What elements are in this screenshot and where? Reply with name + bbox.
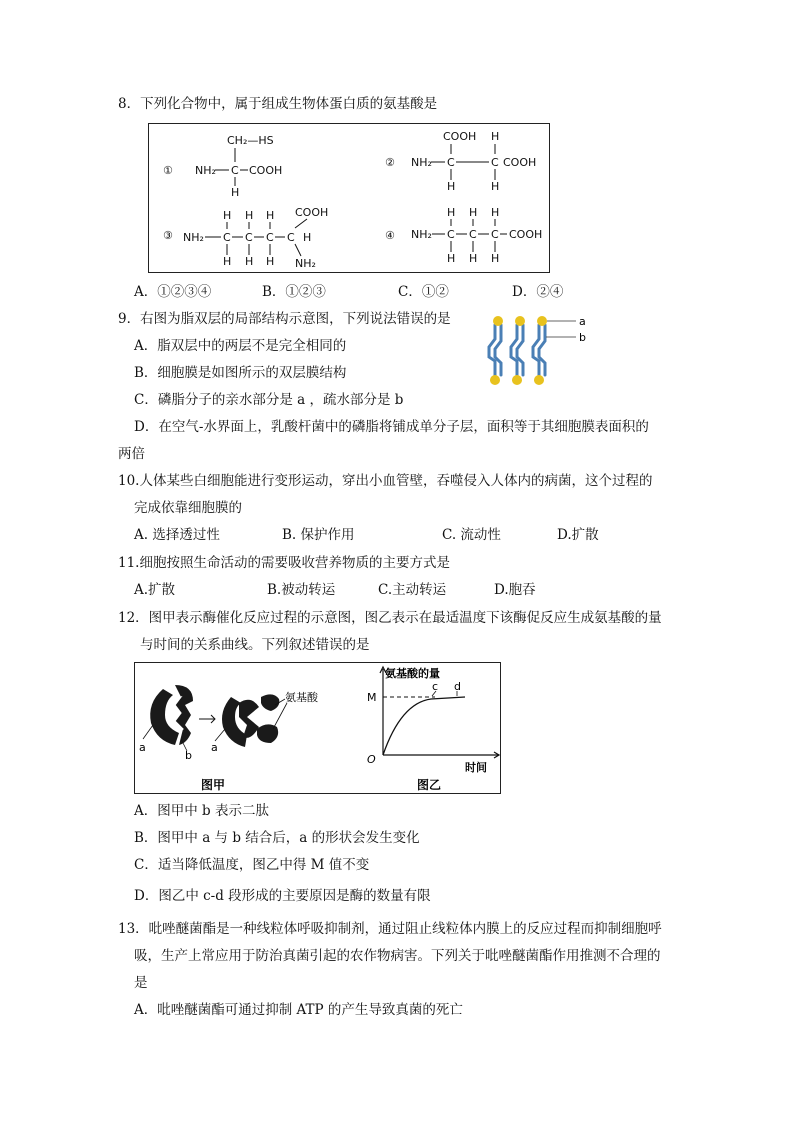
product-curve [383,697,465,755]
s2-carbon-2: C [491,156,499,169]
s4-c2: C [469,228,477,241]
s3-bottom-h3: H [266,255,275,268]
fig2-caption: 图乙 [417,778,442,792]
q11-option-a: A.扩散 [134,582,176,598]
s3-bottom-h2: H [245,255,254,268]
s3-bottom-amino: NH₂ [295,257,316,270]
s4-top-h3: H [491,206,500,219]
q12-option-a: A．图甲中 b 表示二肽 [134,803,269,819]
q13-stem-line1: 13．吡唑醚菌酯是一种线粒体呼吸抑制剂，通过阻止线粒体内膜上的反应过程而抑制细胞呼 [118,921,662,937]
q13-stem-line3: 是 [134,975,148,991]
q10-stem-line2: 完成依靠细胞膜的 [134,500,242,516]
q12-stem-line2: 与时间的关系曲线。下列叙述错误的是 [140,637,370,653]
s3-c4: C [287,231,295,244]
q11-option-d: D.胞吞 [494,582,536,598]
s4-amino-group: NH₂ [411,228,432,241]
label-a: a [579,315,586,328]
q11-option-b: B.被动转运 [267,582,336,598]
enzyme-figures-svg [135,663,500,793]
q12-option-b: B．图甲中 a 与 b 结合后，a 的形状会发生变化 [134,830,420,846]
s4-c3: C [491,228,499,241]
q12-stem-line1: 12．图甲表示酶催化反应过程的示意图，图乙表示在最适温度下该酶促反应生成氨基酸的量 [118,610,662,626]
s1-alpha-carbon: C [231,164,239,177]
q9-option-c: C．磷脂分子的亲水部分是 a ，疏水部分是 b [134,392,404,408]
fig1-label-a2: a [211,741,218,754]
s3-bottom-h1: H [223,255,232,268]
head-top-3 [537,316,547,326]
s3-top-h2: H [245,209,254,222]
q8-stem: 8．下列化合物中，属于组成生物体蛋白质的氨基酸是 [118,96,438,112]
s1-top-group: CH₂—HS [227,134,274,147]
fig2-point-c: c [432,680,439,693]
fig2-ylabel: 氨基酸的量 [385,667,440,680]
s2-carbon-1: C [447,156,455,169]
s2-top-hydrogen: H [491,130,500,143]
q10-option-b: B. 保护作用 [282,527,355,543]
q9-stem: 9．右图为脂双层的局部结构示意图，下列说法错误的是 [118,311,451,327]
head-bottom-3 [534,375,544,385]
s1-carboxyl: COOH [249,164,283,177]
q9-option-a: A．脂双层中的两层不是完全相同的 [134,338,347,354]
s2-top-carboxyl: COOH [443,130,477,143]
q8-option-d: D．②④ [512,284,564,300]
q10-stem-line1: 10.人体某些白细胞能进行变形运动，穿出小血管壁，吞噬侵入人体内的病菌，这个过程的 [118,473,653,489]
s2-bottom-h1: H [447,180,456,193]
s2-amino-group: NH₂ [411,156,432,169]
head-top-1 [493,316,503,326]
s3-right-h: H [303,231,312,244]
s4-bottom-h2: H [469,252,478,265]
s3-c3: C [266,231,274,244]
head-bottom-2 [512,375,522,385]
q8-option-a: A．①②③④ [134,284,212,300]
enzyme-products [222,694,279,747]
q10-option-c: C. 流动性 [442,527,501,543]
q11-option-c: C.主动转运 [378,582,447,598]
s3-c2: C [245,231,253,244]
q10-option-a: A. 选择透过性 [134,527,220,543]
s2-number: ② [385,156,395,169]
q8-option-c: C．①② [398,284,449,300]
s3-top-h1: H [223,209,232,222]
s3-top-h3: H [266,209,275,222]
q10-option-d: D.扩散 [557,527,599,543]
s4-c1: C [447,228,455,241]
s4-top-h1: H [447,206,456,219]
s4-bottom-h3: H [491,252,500,265]
fig2-m-label: M [367,691,377,704]
s1-number: ① [163,164,173,177]
fig1-label-b: b [185,749,192,762]
fig2-point-d: d [454,680,461,693]
enzyme-substrate-complex [150,685,193,745]
s4-top-h2: H [469,206,478,219]
enzyme-figure-box [134,662,501,794]
q13-option-a: A．吡唑醚菌酯可通过抑制 ATP 的产生导致真菌的死亡 [134,1002,463,1018]
s3-amino-group: NH₂ [183,231,204,244]
s3-number: ③ [163,229,173,242]
label-b: b [579,331,586,344]
s4-number: ④ [385,229,395,242]
q8-option-b: B．①②③ [262,284,326,300]
s3-c1: C [223,231,231,244]
fig2-origin: O [367,753,376,766]
head-top-2 [515,316,525,326]
fig1-label-a1: a [139,741,146,754]
lipid-bilayer-diagram [480,313,590,387]
q8-structures-box [148,123,550,273]
s4-carboxyl: COOH [509,228,543,241]
q9-option-d-line1: D．在空气-水界面上，乳酸杆菌中的磷脂将铺成单分子层，面积等于其细胞膜表面积的 [134,419,649,435]
q9-option-b: B．细胞膜是如图所示的双层膜结构 [134,365,347,381]
q11-stem: 11.细胞按照生命活动的需要吸收营养物质的主要方式是 [118,555,450,571]
q12-option-c: C．适当降低温度，图乙中得 M 值不变 [134,857,370,873]
fig1-product-label: 氨基酸 [285,691,318,704]
s4-bottom-h1: H [447,252,456,265]
s1-hydrogen: H [231,186,240,199]
q8-structures-svg [149,124,549,272]
s2-bottom-h2: H [491,180,500,193]
fig1-caption: 图甲 [201,778,226,792]
s1-amino-group: NH₂ [195,164,216,177]
s2-carboxyl: COOH [503,156,537,169]
head-bottom-1 [490,375,500,385]
q13-stem-line2: 吸，生产上常应用于防治真菌引起的农作物病害。下列关于吡唑醚菌酯作用推测不合理的 [134,948,661,964]
q12-option-d: D．图乙中 c-d 段形成的主要原因是酶的数量有限 [134,888,431,904]
fig2-xlabel: 时间 [465,761,487,774]
s3-top-carboxyl: COOH [295,206,329,219]
q9-option-d-line2: 两倍 [118,446,145,462]
